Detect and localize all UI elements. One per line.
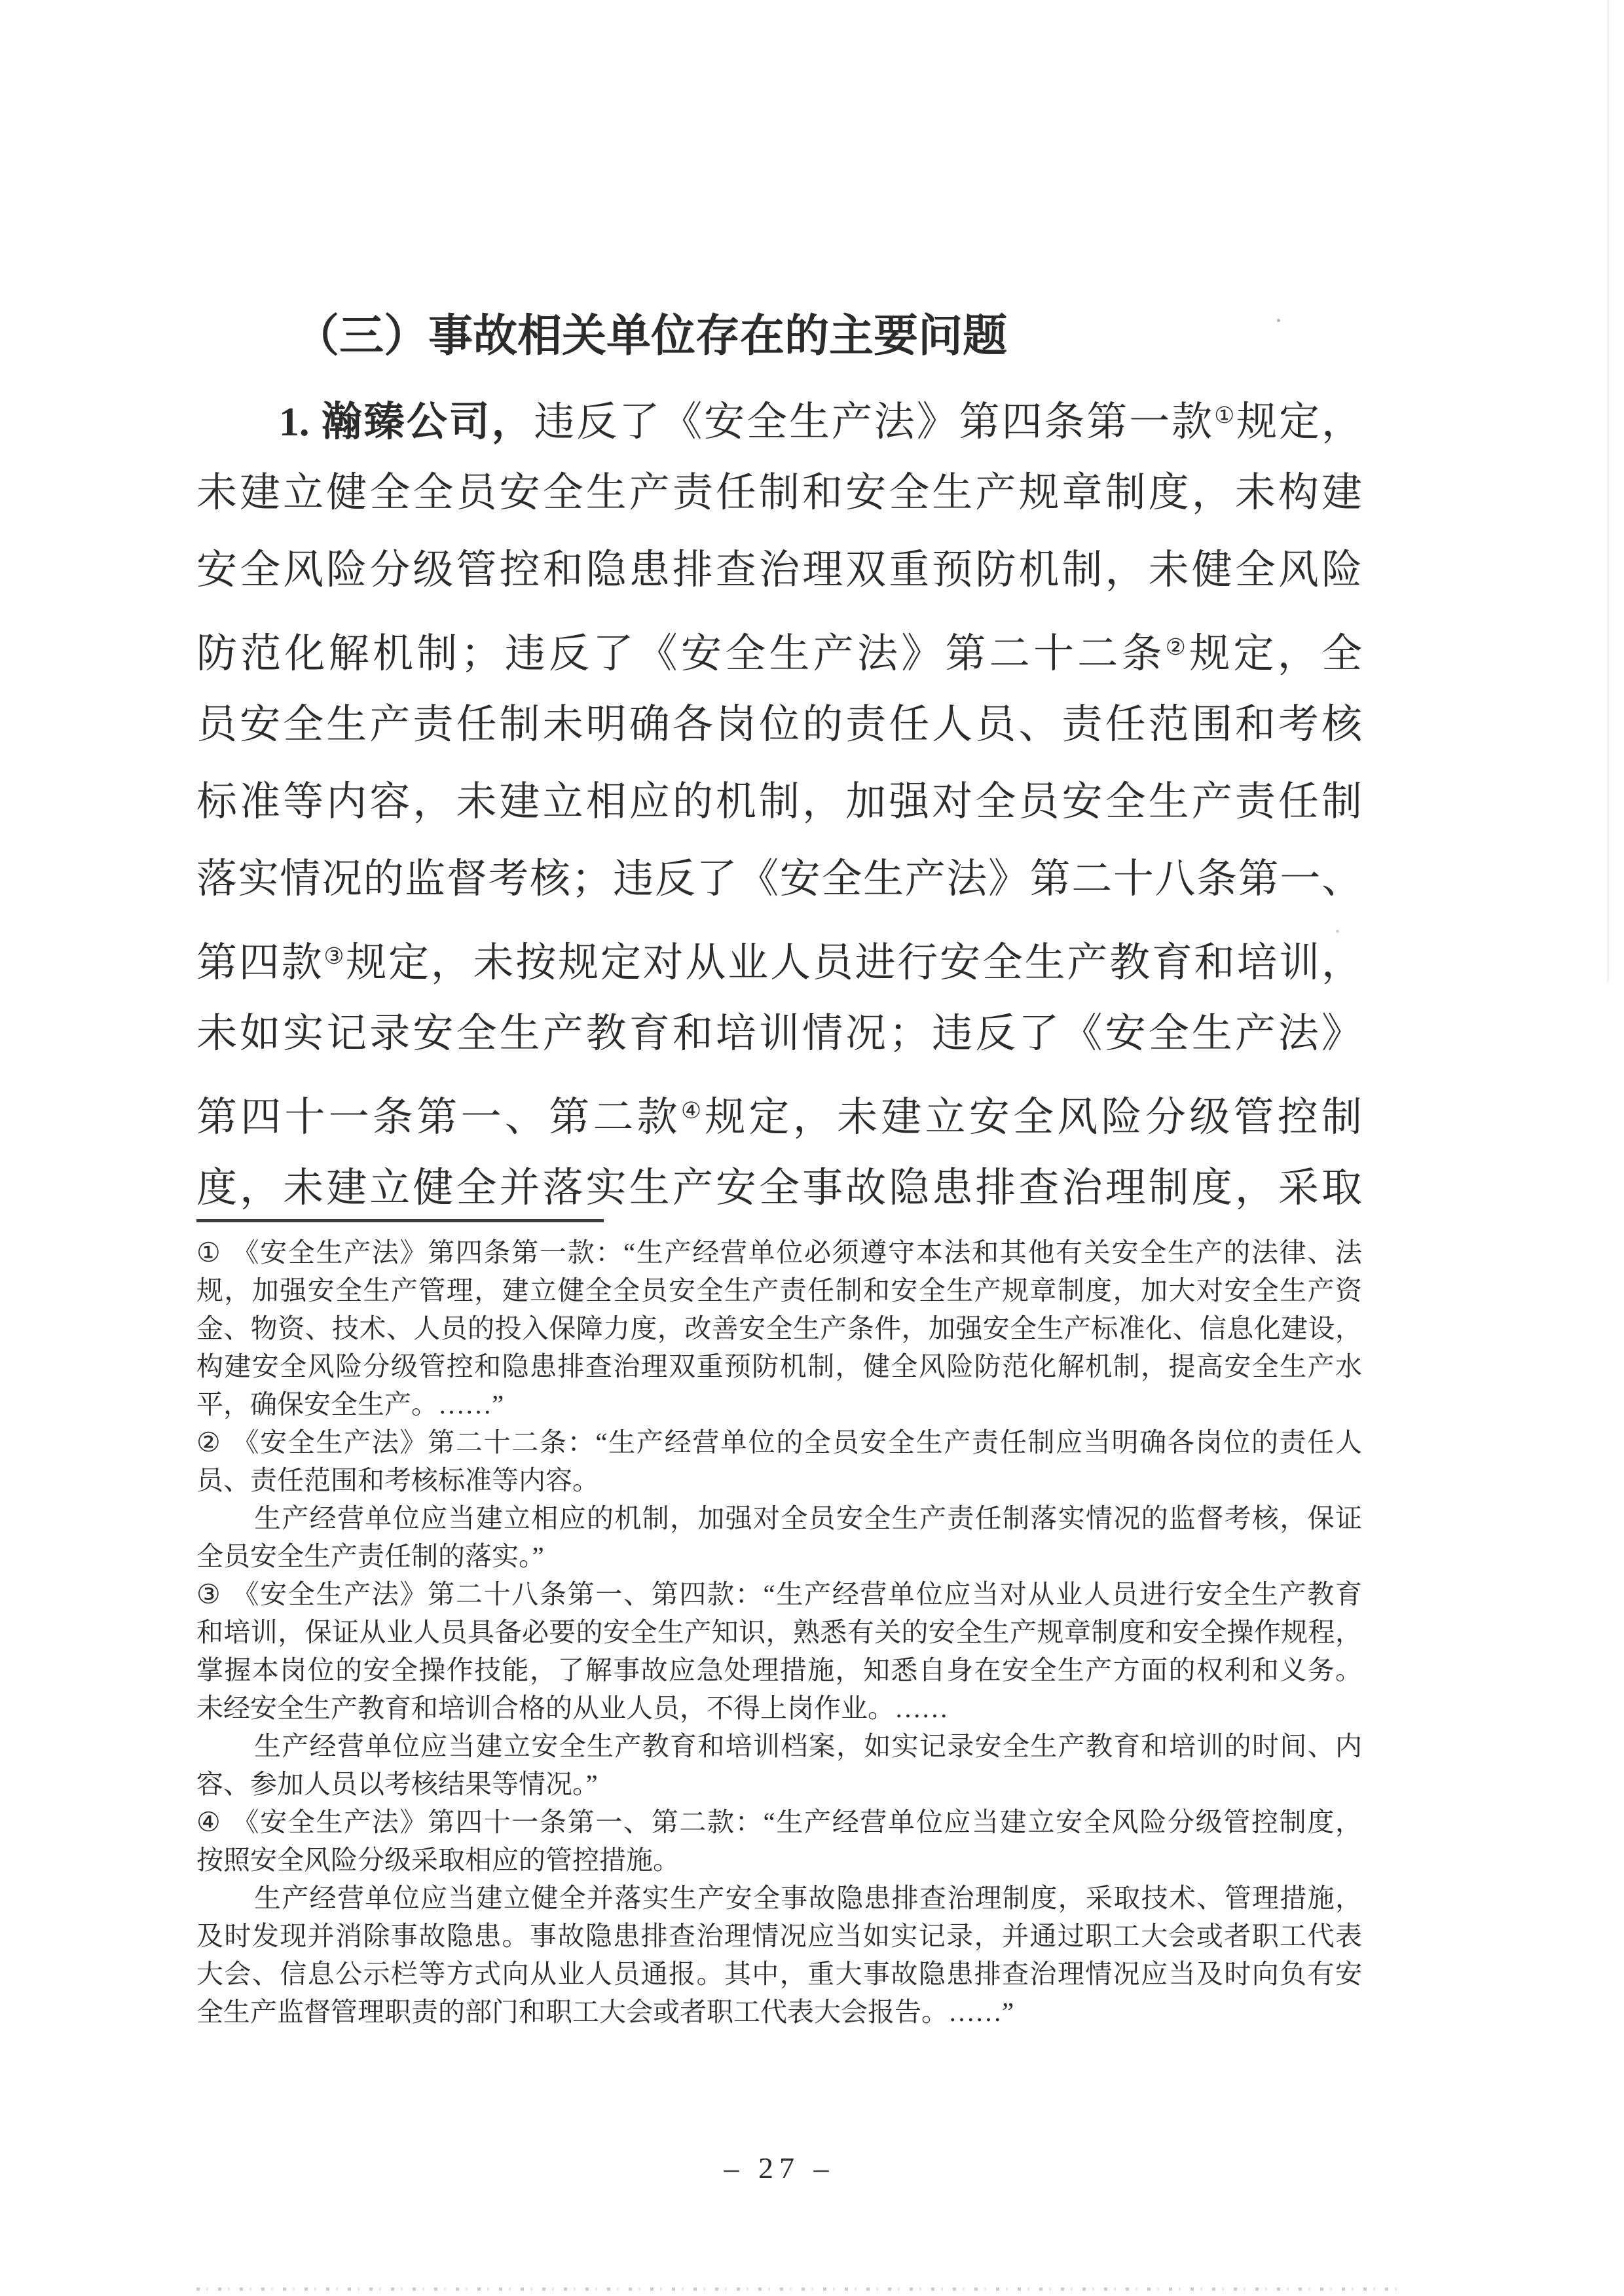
- footnote-text-segment: 《安全生产法》第四条第一款：“生产经营单位必须遵守本法和其他有关安全生产的法律、法: [232, 1237, 1362, 1267]
- footnote-text-segment: 大会、信息公示栏等方式向从业人员通报。其中，重大事故隐患排查治理情况应当及时向负有安: [196, 1959, 1362, 1989]
- footnote-text-segment: 金、物资、技术、人员的投入保障力度，改善安全生产条件，加强安全生产标准化、信息化建设，: [196, 1313, 1362, 1343]
- footnote-marker: ③: [196, 1579, 222, 1609]
- section-heading: （三）事故相关单位存在的主要问题: [295, 311, 1008, 361]
- footnote-text-segment: 构建安全风险分级管控和隐患排查治理双重预防机制，健全风险防范化解机制，提高安全生产水: [196, 1351, 1362, 1381]
- body-text-segment: 1. 瀚臻公司，: [279, 400, 534, 445]
- body-paragraph: [196, 377, 1362, 1227]
- footnote-text-segment: 生产经营单位应当建立相应的机制，加强对全员安全生产责任制落实情况的监督考核，保证: [254, 1503, 1362, 1533]
- footnote-separator-rule: [196, 1219, 604, 1222]
- footnote-text-segment: 规，加强安全生产管理，建立健全全员安全生产责任制和安全生产规章制度，加大对安全生产资: [196, 1275, 1362, 1305]
- footnote-line: [196, 1233, 1362, 1271]
- footnote-text-segment: 生产经营单位应当建立安全生产教育和培训档案，如实记录安全生产教育和培训的时间、内: [254, 1731, 1362, 1761]
- scan-speck: [1336, 930, 1339, 933]
- footnote-marker: ②: [196, 1427, 222, 1457]
- footnote-ref-marker: ②: [1165, 634, 1190, 660]
- footnote-line: [196, 1879, 1362, 1917]
- footnotes: [196, 1233, 1362, 2031]
- footnote-line: [196, 1993, 1362, 2031]
- footnote-line: [196, 1955, 1362, 1993]
- footnote-line: [196, 1651, 1362, 1689]
- footnote-line: [196, 1841, 1362, 1879]
- body-text-segment: 防范化解机制；违反了《安全生产法》第二十二条: [196, 632, 1166, 677]
- footnote-text-segment: 员、责任范围和考核标准等内容。: [196, 1465, 599, 1495]
- footnote-text-segment: 容、参加人员以考核结果等情况。”: [196, 1769, 598, 1799]
- body-text-segment: 规定，未按规定对从业人员进行安全生产教育和培训，: [346, 941, 1362, 986]
- body-line: [196, 686, 1362, 763]
- body-text-segment: 规定，未建立安全风险分级管控制: [705, 1095, 1362, 1140]
- body-line: [196, 841, 1362, 918]
- footnote-text-segment: 及时发现并消除事故隐患。事故隐患排查治理情况应当如实记录，并通过职工大会或者职工代表: [196, 1921, 1362, 1951]
- body-line: [196, 918, 1362, 995]
- body-line: [196, 1150, 1362, 1227]
- footnote-ref-marker: ①: [1214, 403, 1237, 428]
- footnote-text-segment: 平，确保安全生产。……”: [196, 1389, 504, 1419]
- footnote-text-segment: 生产经营单位应当建立健全并落实生产安全事故隐患排查治理制度，采取技术、管理措施，: [254, 1883, 1362, 1913]
- footnote-line: [196, 1423, 1362, 1461]
- body-line: [196, 377, 1362, 454]
- scan-edge-shadow: [1607, 0, 1609, 982]
- footnote-line: [196, 1727, 1362, 1765]
- body-line: [196, 454, 1362, 532]
- footnote-line: [196, 1309, 1362, 1347]
- footnote-line: [196, 1347, 1362, 1385]
- footnote-line: [196, 1461, 1362, 1499]
- footnote-line: [196, 1575, 1362, 1613]
- footnote-line: [196, 1271, 1362, 1309]
- footnote-text-segment: 和培训，保证从业人员具备必要的安全生产知识，熟悉有关的安全生产规章制度和安全操作规程，: [196, 1617, 1362, 1647]
- footnote-line: [196, 1499, 1362, 1537]
- scan-speck: [1277, 319, 1280, 322]
- body-text-segment: 标准等内容，未建立相应的机制，加强对全员安全生产责任制: [196, 780, 1362, 824]
- scan-noise-bottom-edge: [196, 2287, 1401, 2291]
- footnote-text-segment: 未经安全生产教育和培训合格的从业人员，不得上岗作业。……: [196, 1693, 948, 1723]
- footnote-line: [196, 1689, 1362, 1727]
- footnote-text-segment: 全生产监督管理职责的部门和职工大会或者职工代表大会报告。……”: [196, 1997, 1014, 2027]
- footnote-marker: ①: [196, 1237, 222, 1267]
- footnote-line: [196, 1917, 1362, 1955]
- footnote-text-segment: 全员安全生产责任制的落实。”: [196, 1541, 544, 1571]
- body-text-segment: 员安全生产责任制未明确各岗位的责任人员、责任范围和考核: [196, 702, 1362, 747]
- footnote-text-segment: 掌握本岗位的安全操作技能，了解事故应急处理措施，知悉自身在安全生产方面的权利和义务。: [196, 1655, 1362, 1685]
- body-text-segment: 第四十一条第一、第二款: [196, 1095, 681, 1140]
- body-line: [196, 532, 1362, 609]
- footnote-text-segment: 《安全生产法》第二十二条：“生产经营单位的全员安全生产责任制应当明确各岗位的责任人: [232, 1427, 1362, 1457]
- footnote-line: [196, 1537, 1362, 1575]
- footnote-line: [196, 1765, 1362, 1803]
- body-text-segment: 未建立健全全员安全生产责任制和安全生产规章制度，未构建: [196, 471, 1362, 515]
- footnote-text-segment: 按照安全风险分级采取相应的管控措施。: [196, 1845, 680, 1875]
- footnote-text-segment: 《安全生产法》第二十八条第一、第四款：“生产经营单位应当对从业人员进行安全生产教育: [232, 1579, 1362, 1609]
- page-number: – 27 –: [724, 2151, 835, 2185]
- footnote-text-segment: 《安全生产法》第四十一条第一、第二款：“生产经营单位应当建立安全风险分级管控制度，: [232, 1807, 1362, 1837]
- body-line: [196, 1072, 1362, 1150]
- body-text-segment: 未如实记录安全生产教育和培训情况；违反了《安全生产法》: [196, 1011, 1362, 1056]
- body-line: [196, 995, 1362, 1072]
- footnote-line: [196, 1385, 1362, 1423]
- body-text-segment: 第四款: [196, 941, 324, 986]
- body-line: [196, 763, 1362, 841]
- footnote-line: [196, 1803, 1362, 1841]
- footnote-ref-marker: ④: [680, 1098, 705, 1123]
- footnote-marker: ④: [196, 1807, 222, 1837]
- footnote-ref-marker: ③: [323, 943, 346, 969]
- body-text-segment: 规定，: [1236, 400, 1362, 445]
- body-text-segment: 安全风险分级管控和隐患排查治理双重预防机制，未健全风险: [196, 548, 1362, 592]
- footnote-line: [196, 1613, 1362, 1651]
- body-text-segment: 落实情况的监督考核；违反了《安全生产法》第二十八条第一、: [196, 857, 1362, 902]
- body-text-segment: 度，未建立健全并落实生产安全事故隐患排查治理制度，采取: [196, 1166, 1362, 1211]
- body-line: [196, 609, 1362, 686]
- body-text-segment: 违反了《安全生产法》第四条第一款: [534, 400, 1215, 445]
- body-text-segment: 规定，全: [1189, 632, 1362, 677]
